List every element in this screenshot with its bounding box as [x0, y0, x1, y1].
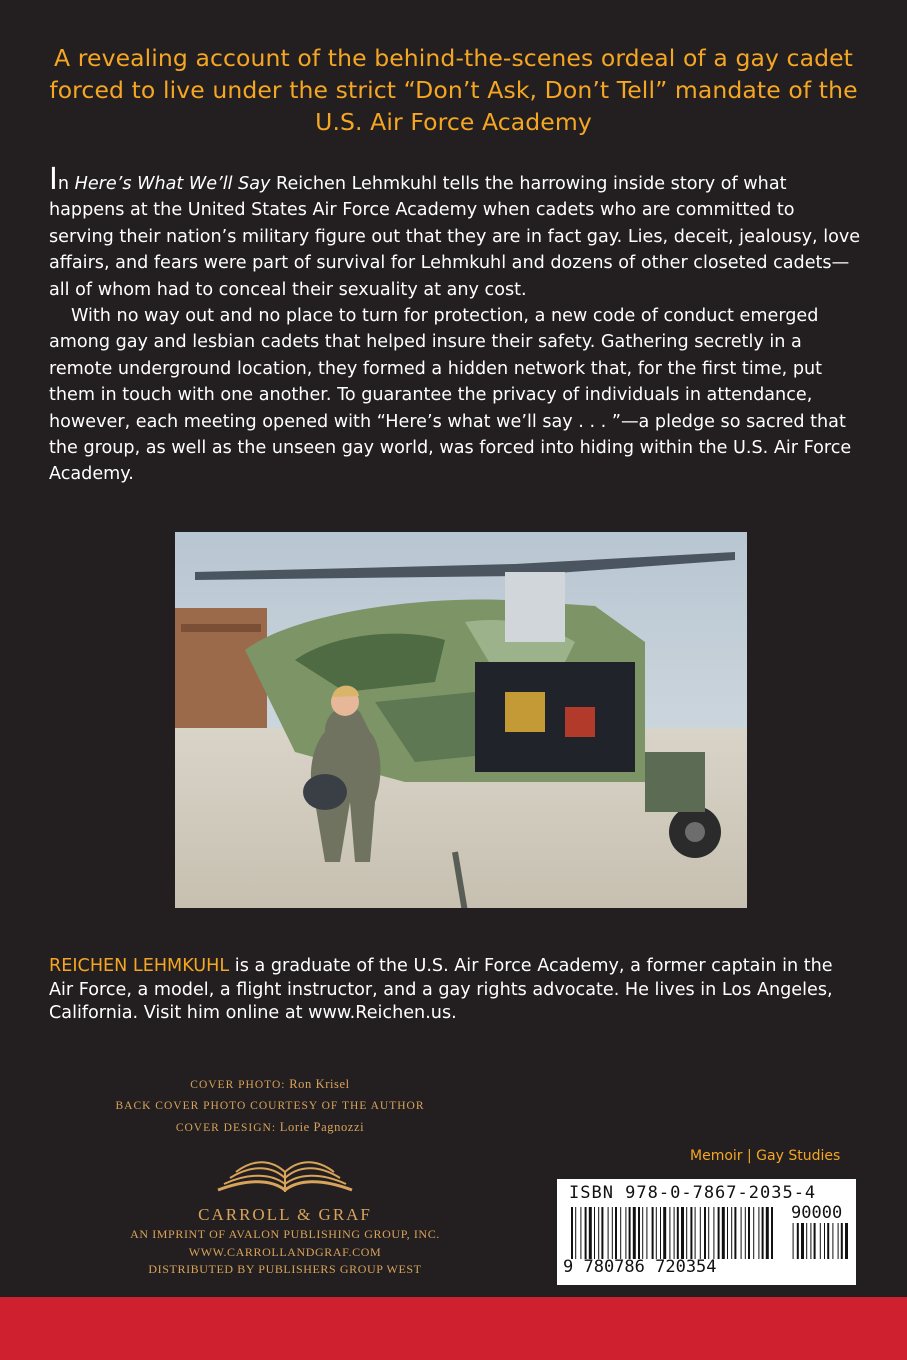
blurb-lead: n — [57, 174, 75, 194]
author-name: REICHEN LEHMKUHL — [49, 956, 230, 976]
barcode-bar — [734, 1207, 736, 1259]
barcode-bar — [677, 1207, 679, 1259]
barcode-bar — [646, 1207, 647, 1259]
publisher-block — [60, 1150, 510, 1279]
barcode-bar — [669, 1207, 670, 1259]
barcode-bar — [608, 1207, 609, 1259]
author-bio — [49, 955, 861, 1026]
barcode-bar — [620, 1207, 621, 1259]
barcode-bar — [612, 1207, 613, 1259]
cover-photo-name: Ron Krisel — [289, 1077, 350, 1091]
barcode-bar — [700, 1207, 701, 1259]
barcode-bar — [695, 1207, 696, 1259]
price-bar — [838, 1223, 839, 1259]
open-book-logo-icon — [210, 1150, 360, 1200]
barcode-bar — [615, 1207, 617, 1259]
barcode-bar — [758, 1207, 759, 1259]
price-bar — [793, 1223, 794, 1259]
barcode-bar — [625, 1207, 626, 1259]
barcode-bar — [753, 1207, 754, 1259]
barcode-bar — [741, 1207, 742, 1259]
tagline: A revealing account of the behind-the-scenes ordeal of a gay cadet forced to live under the strict “Don’t Ask, Don’t Tell” mandate of the U.S. Air Force Academy — [49, 44, 858, 136]
barcode-bar — [762, 1207, 764, 1259]
barcode-bar — [660, 1207, 661, 1259]
barcode-bar — [585, 1207, 587, 1259]
drop-cap: I — [49, 162, 58, 197]
barcode-bar — [681, 1207, 684, 1259]
blurb-paragraph-2: With no way out and no place to turn for protection, a new code of conduct emerged among gay and lesbian cadets that helped insure their safety. Gathering secretly in a remote underground location, they formed a hidden network that, for the first time, put them in touch with one another. To guarantee the privacy of individuals in attendance, however, each meeting opened with “Here’s what we’ll say . . . ”—a pledge so sacred that the group, as well as the unseen gay world, was forced into hiding within the U.S. Air Force Academy. — [49, 306, 852, 485]
cover-photo-label: COVER PHOTO: — [190, 1079, 286, 1091]
barcode-bar — [663, 1207, 666, 1259]
cover-credits — [60, 1074, 480, 1139]
barcode-bar — [713, 1207, 714, 1259]
cover-photo-credit — [60, 1074, 480, 1096]
author-photo — [175, 532, 747, 908]
isbn-barcode — [557, 1179, 856, 1285]
publisher-distributor: DISTRIBUTED BY PUBLISHERS GROUP WEST — [148, 1262, 422, 1276]
barcode-bar — [686, 1207, 687, 1259]
helicopter-photo-illustration — [175, 532, 747, 908]
barcode-bar — [575, 1207, 576, 1259]
barcode-bar — [638, 1207, 640, 1259]
blurb-text-1: Reichen Lehmkuhl tells the harrowing inside story of what happens at the United States Air Force Academy when cadets who are committed to serving their nation’s military figure out that they are in fact gay. Lies, deceit, jealousy, love affairs, and fears were part of survival for Lehmkuhl and dozens of other closeted cadets—all of whom had to conceal their sexuality at any cost. — [49, 174, 861, 300]
price-code: 90000 — [791, 1203, 843, 1223]
barcode-bar — [580, 1207, 581, 1259]
barcode-bar — [642, 1207, 643, 1259]
barcode-bar — [633, 1207, 636, 1259]
barcode-bar — [589, 1207, 592, 1259]
barcode-bar — [727, 1207, 728, 1259]
barcode-bar — [718, 1207, 720, 1259]
barcode-bar — [708, 1207, 709, 1259]
barcode-bar — [652, 1207, 654, 1259]
barcode-bar — [594, 1207, 595, 1259]
price-bar — [824, 1223, 825, 1259]
price-bar — [806, 1223, 807, 1259]
publisher-imprint: AN IMPRINT OF AVALON PUBLISHING GROUP, INC. — [130, 1227, 440, 1241]
barcode-bar — [766, 1207, 769, 1259]
barcode-bar — [771, 1207, 773, 1259]
barcode-bar — [722, 1207, 725, 1259]
barcode-bar — [656, 1207, 657, 1259]
price-bar — [832, 1223, 833, 1259]
barcode-bar — [601, 1207, 603, 1259]
price-bar — [810, 1223, 811, 1259]
barcode-bar — [571, 1207, 573, 1259]
barcode-bar — [731, 1207, 732, 1259]
barcode-bar — [629, 1207, 631, 1259]
barcode-bar — [704, 1207, 706, 1259]
price-bar — [820, 1223, 821, 1259]
publisher-url: WWW.CARROLLANDGRAF.COM — [188, 1244, 382, 1259]
blurb — [49, 162, 861, 488]
price-bar — [827, 1223, 829, 1259]
cover-design-label: COVER DESIGN: — [175, 1122, 277, 1134]
publisher-name: CARROLL & GRAF — [198, 1205, 372, 1224]
barcode-number: 9 780786 720354 — [563, 1257, 717, 1277]
barcode-bar — [598, 1207, 599, 1259]
category-label: Memoir | Gay Studies — [690, 1148, 841, 1164]
isbn-text: ISBN 978-0-7867-2035-4 — [569, 1183, 817, 1203]
price-bar — [801, 1223, 804, 1259]
barcode-bar — [690, 1207, 692, 1259]
red-band — [0, 1297, 907, 1360]
barcode-bar — [745, 1207, 746, 1259]
price-bar — [797, 1223, 799, 1259]
cover-design-name: Lorie Pagnozzi — [279, 1120, 365, 1134]
barcode-bar — [748, 1207, 750, 1259]
price-bar — [841, 1223, 843, 1259]
price-bar — [845, 1223, 848, 1259]
blurb-paragraph-1 — [49, 162, 861, 303]
author-bio-text: is a graduate of the U.S. Air Force Academy, a former captain in the Air Force, a model, a flight instructor, and a gay rights advocate. He lives in Los Angeles, California. Visit him online at www.Reichen.us. — [49, 956, 833, 1023]
barcode-bar — [674, 1207, 675, 1259]
back-cover-credit: BACK COVER PHOTO COURTESY OF THE AUTHOR — [115, 1100, 425, 1112]
book-title: Here’s What We’ll Say — [74, 174, 271, 194]
cover-design-credit — [60, 1117, 480, 1139]
price-bar — [814, 1223, 816, 1259]
